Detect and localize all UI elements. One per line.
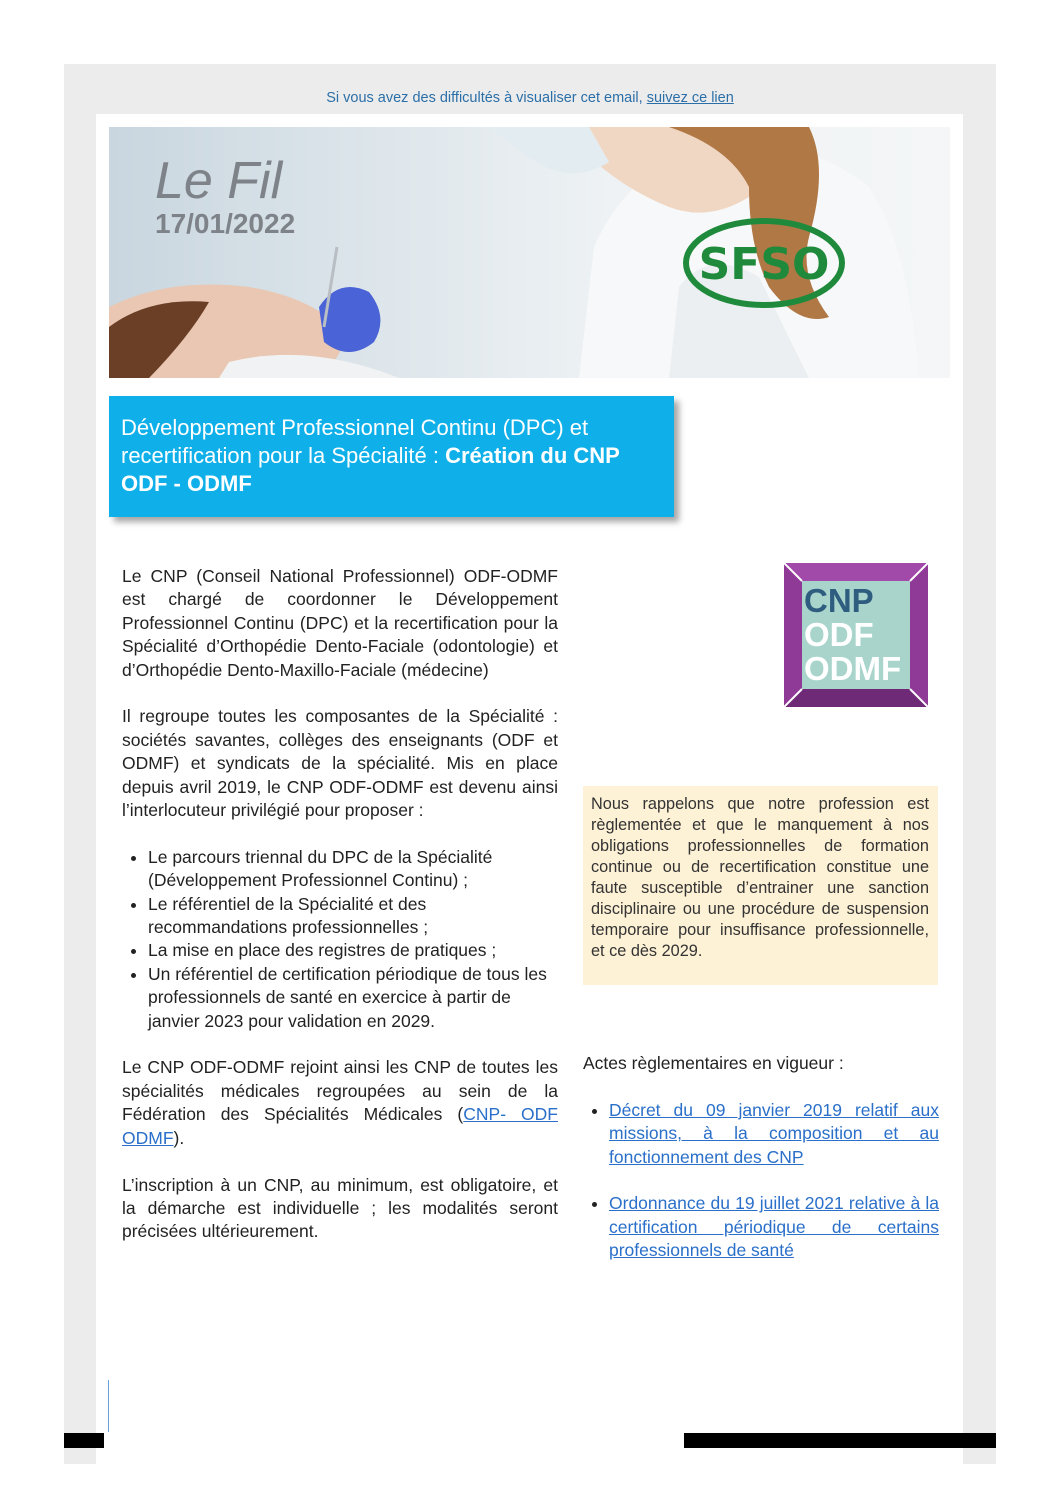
cnp-odf-odmf-link[interactable]: CNP- ODF ODMF: [122, 1104, 558, 1148]
list-item: • La mise en place des registres de pratiques ;: [148, 939, 558, 962]
list-item: [609, 1099, 939, 1169]
paragraph-composition: Il regroupe toutes les composantes de la Spécialité : sociétés savantes, collèges des enseignants (ODF et ODMF) et syndicats de la spécialité. Mis en place depuis avril 2019, le CNP ODF-ODMF est devenu ainsi l’interlocuteur privilégié pour proposer :: [122, 706, 558, 821]
section-title-box: [109, 396, 674, 517]
section-title: [121, 414, 661, 498]
newsletter-title: Le Fil: [155, 152, 283, 210]
paragraph-intro: Le CNP (Conseil National Professionnel) ODF-ODMF est chargé de coordonner le Développement Professionnel Continu (DPC) et la recertification pour la Spécialité d’Orthopédie Dento-Faciale (odontologie) et d’Orthopédie Dento-Maxillo-Faciale (médecine): [122, 566, 558, 680]
cnp-logo-line1: CNP: [804, 582, 874, 619]
footer-bar-left: [64, 1433, 104, 1448]
view-online-link[interactable]: suivez ce lien: [646, 90, 734, 106]
cnp-logo-line2: ODF: [804, 616, 874, 653]
list-item: • Le parcours triennal du DPC de la Spécialité (Développement Professionnel Continu) ;: [148, 846, 558, 893]
newsletter-date: 17/01/2022: [155, 208, 296, 239]
list-item: [609, 1192, 939, 1262]
view-online-line: [64, 90, 996, 106]
section-title-bold: Création du CNP ODF - ODMF: [121, 443, 620, 496]
regulatory-acts-title: Actes règlementaires en vigueur :: [583, 1053, 844, 1073]
footer-bar-right: [684, 1433, 996, 1448]
paragraph-fsm-end: ).: [173, 1127, 185, 1148]
cnp-logo-line3: ODMF: [804, 650, 902, 687]
section-title-plain: Développement Professionnel Continu (DPC) et recertification pour la Spécialité :: [121, 415, 589, 468]
ordonnance-2021-link[interactable]: Ordonnance du 19 juillet 2021 relative à la certification périodique de certains professionnels de santé: [609, 1193, 939, 1261]
view-online-text: Si vous avez des difficultés à visualiser cet email,: [326, 90, 647, 106]
list-item: • Le référentiel de la Spécialité et des recommandations professionnelles ;: [148, 893, 558, 940]
decret-2019-link[interactable]: Décret du 09 janvier 2019 relatif aux missions, à la composition et au fonctionnement des CNP: [609, 1099, 939, 1167]
main-content: [122, 565, 558, 1267]
paragraph-fsm-text: Le CNP ODF-ODMF rejoint ainsi les CNP de toutes les spécialités médicales regroupées au sein de la Fédération des Spécialités Médicales (: [122, 1057, 558, 1125]
regulatory-acts-list: [583, 1099, 939, 1263]
sfso-logo-text: SFSO: [698, 239, 830, 290]
paragraph-inscription: L’inscription à un CNP, au minimum, est obligatoire, et la démarche est individuelle ; les modalités seront précisées ultérieurement.: [122, 1174, 558, 1242]
missions-list: [122, 846, 558, 1033]
divider-line: [108, 1380, 109, 1432]
notice-text: Nous rappelons que notre profession est règlementée et que le manquement à nos obligations professionnelles de formation continue ou de recertification constitue une faute susceptible d’entrainer une sanction disciplinaire ou une procédure de suspension temporaire pour insuffisance professionnelle, et ce dès 2029.: [591, 795, 929, 960]
paragraph-fsm: [122, 1056, 558, 1150]
list-item: • Un référentiel de certification périodique de tous les professionnels de santé en exercice à partir de janvier 2023 pour validation en 2029.: [148, 963, 558, 1033]
notice-box: [583, 786, 938, 985]
regulatory-acts: [583, 1052, 939, 1286]
cnp-logo: [784, 563, 928, 707]
